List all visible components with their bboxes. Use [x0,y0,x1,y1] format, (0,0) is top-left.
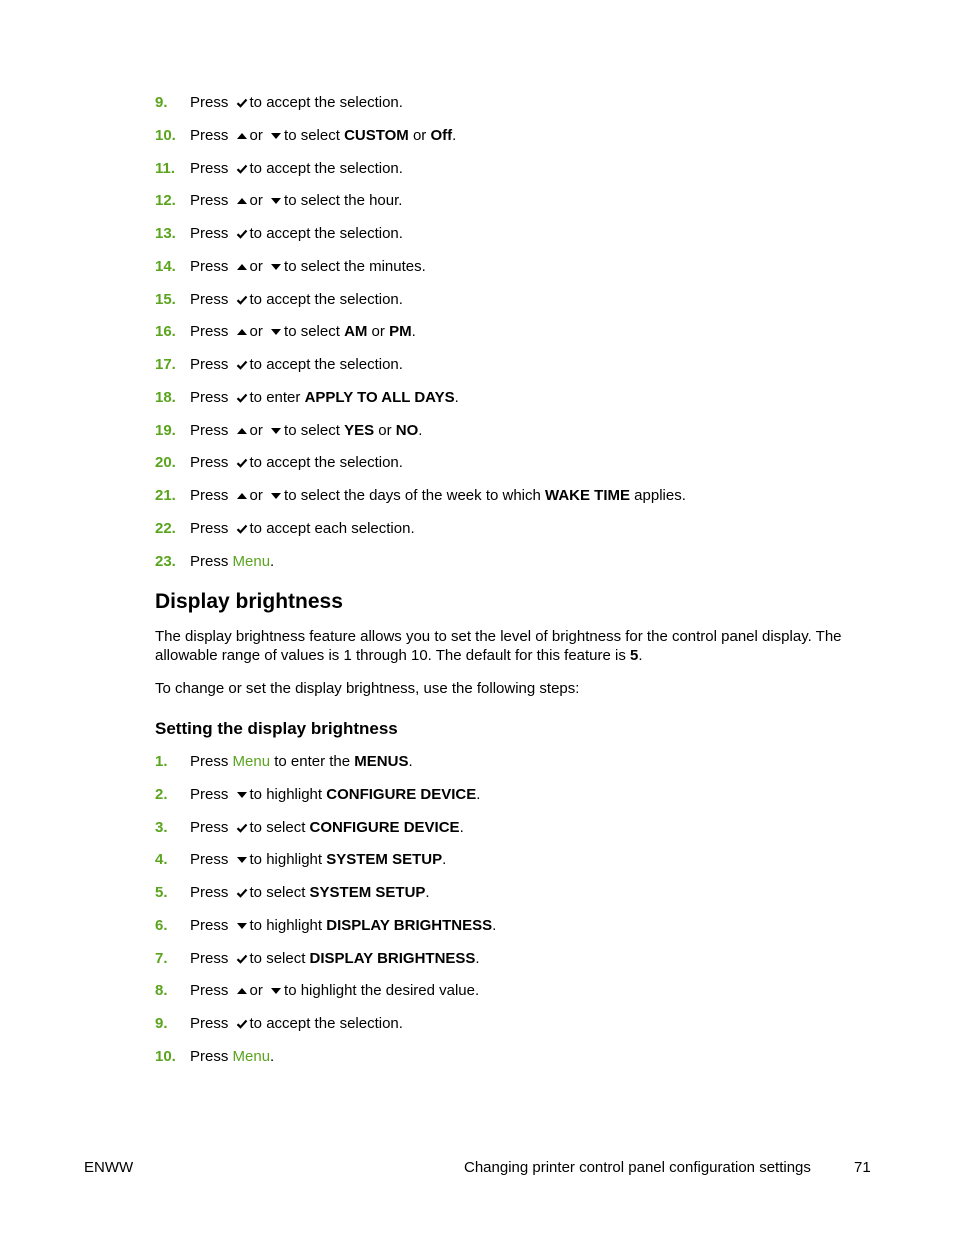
list-item [155,225,686,258]
step-text-part: to accept the selection. [249,454,403,472]
step-text [190,454,403,472]
step-text [190,520,415,538]
menu-item-name: PM [389,323,412,341]
menu-button-name: Menu [232,552,271,570]
step-text-part: to accept the selection. [249,356,403,373]
list-item [155,94,686,127]
step-text [190,323,416,341]
step-text-part: Press [190,257,233,275]
step-text-part: Press [190,225,233,242]
list-item [155,786,496,819]
checkmark-icon [236,360,248,370]
step-text-part: to enter [249,388,305,406]
intro-paragraph [155,627,875,665]
step-text [190,851,446,869]
step-text-part: or [249,421,268,439]
checkmark-icon [236,1019,248,1029]
step-number: 5. [155,884,168,901]
step-number: 16. [155,323,176,341]
step-text-part: Press [190,851,233,869]
checkmark-icon [236,954,248,964]
list-item [155,356,686,389]
intro-default-value: 5 [630,647,639,664]
checkmark-icon [236,458,248,468]
menu-item-name: MENUS [354,753,409,770]
list-item [155,819,496,852]
step-text-part: Press [190,454,233,472]
checkmark-icon [236,229,248,239]
step-text [190,94,403,112]
up-arrow-icon [236,491,248,501]
step-text-part: to highlight [249,851,327,869]
down-arrow-icon [270,327,282,337]
step-text-part: . [454,388,459,406]
step-text-part: Press [190,818,233,836]
step-number: 19. [155,421,176,439]
menu-item-name: NO [395,421,419,439]
step-text-part: applies. [630,487,686,504]
step-number: 20. [155,454,176,472]
list-item [155,487,686,520]
checkmark-icon [236,888,248,898]
down-arrow-icon [270,262,282,272]
step-text [190,982,479,1000]
step-text-part: Press [190,519,233,537]
step-text-part: Press [190,421,233,439]
step-text-part: Press [190,388,233,406]
step-text-part: to enter the [270,753,355,770]
step-text-part: Press [190,126,233,144]
step-text-part: Press [190,552,233,570]
step-text-part: or [408,126,431,144]
step-text-part: to select the minutes. [284,257,426,275]
step-text-part: to accept the selection. [249,94,403,111]
step-number: 4. [155,851,168,869]
list-item [155,851,496,884]
intro-text: The display brightness feature allows you to set the level of brightness for the control panel display. The allowable range of values is 1 through 10. The default for this feature is [155,628,842,664]
step-text-part: Press [190,323,233,341]
step-number: 13. [155,225,176,242]
step-text-part: or [367,323,390,341]
step-text [190,356,403,374]
step-text-part: to accept the selection. [249,159,403,177]
step-text [190,753,413,771]
up-arrow-icon [236,426,248,436]
down-arrow-icon [270,491,282,501]
menu-item-name: WAKE TIME [545,487,631,504]
step-text-part: . [270,1047,275,1065]
step-number: 15. [155,290,176,308]
step-text-part: . [408,753,413,770]
menu-item-name: DISPLAY BRIGHTNESS [309,949,476,967]
step-text-part: . [475,949,480,967]
list-item [155,1048,496,1081]
steps-intro: To change or set the display brightness, use the following steps: [155,680,580,697]
down-arrow-icon [236,855,248,865]
step-number: 2. [155,785,168,803]
step-number: 22. [155,519,176,537]
step-text-part: or [374,421,396,439]
down-arrow-icon [270,131,282,141]
menu-item-name: CONFIGURE DEVICE [309,818,460,836]
step-text-part: to highlight the desired value. [284,982,480,1000]
intro-text-end: . [638,647,643,664]
menu-item-name: Off [430,126,453,144]
step-text-part: to highlight [249,916,327,934]
menu-button-name: Menu [232,753,271,770]
menu-item-name: CUSTOM [344,126,409,144]
checkmark-icon [236,164,248,174]
step-text-part: to accept the selection. [249,225,403,242]
step-text-part: to accept the selection. [249,1015,403,1032]
step-text-part: to select the hour. [284,192,403,210]
step-text-part: or [249,323,268,341]
step-text-part: . [411,323,416,341]
step-text-part: to select [249,949,310,967]
menu-button-name: Menu [232,1047,271,1065]
checkmark-icon [236,98,248,108]
list-item [155,917,496,950]
step-text-part: Press [190,753,233,770]
page-number: 71 [854,1159,871,1176]
list-item [155,884,496,917]
step-number: 8. [155,982,168,1000]
step-text-part: . [425,884,430,901]
down-arrow-icon [236,790,248,800]
steps-list-brightness [155,753,496,1081]
step-text [190,1048,274,1066]
step-number: 3. [155,818,168,836]
up-arrow-icon [236,131,248,141]
step-text-part: Press [190,487,233,504]
list-item [155,422,686,455]
checkmark-icon [236,393,248,403]
step-number: 10. [155,1047,176,1065]
step-text-part: Press [190,884,233,901]
step-text [190,884,430,902]
up-arrow-icon [236,196,248,206]
list-item [155,291,686,324]
step-text [190,127,456,145]
step-text-part: . [492,916,497,934]
steps-list-wake-time [155,94,686,585]
step-text-part: . [418,421,423,439]
step-text [190,160,403,178]
list-item [155,258,686,291]
up-arrow-icon [236,986,248,996]
step-text-part: Press [190,1047,233,1065]
step-text-part: to accept the selection. [249,290,403,308]
step-text-part: to select the days of the week to which [284,487,546,504]
step-text-part: to select [284,126,345,144]
step-text-part: . [452,126,457,144]
step-text-part: to highlight [249,785,327,803]
step-number: 18. [155,388,176,406]
step-number: 9. [155,1015,168,1032]
step-number: 1. [155,753,168,770]
step-text-part: . [476,785,481,803]
down-arrow-icon [270,986,282,996]
step-text-part: Press [190,356,233,373]
checkmark-icon [236,295,248,305]
step-text-part: Press [190,192,233,210]
list-item [155,454,686,487]
step-text [190,917,496,935]
step-number: 11. [155,159,176,177]
step-text [190,258,426,276]
step-number: 12. [155,192,176,210]
step-text-part: Press [190,290,233,308]
step-number: 10. [155,126,176,144]
step-text [190,487,686,505]
step-number: 21. [155,487,176,504]
step-text-part: to accept each selection. [249,519,415,537]
menu-item-name: YES [344,421,375,439]
step-text-part: Press [190,159,233,177]
step-text-part: or [249,982,268,1000]
step-text [190,192,402,210]
list-item [155,982,496,1015]
down-arrow-icon [270,196,282,206]
down-arrow-icon [270,426,282,436]
step-text-part: . [442,851,447,869]
step-text-part: Press [190,916,233,934]
list-item [155,950,496,983]
footer-title: Changing printer control panel configuration settings [464,1159,811,1176]
menu-item-name: DISPLAY BRIGHTNESS [326,916,493,934]
step-number: 23. [155,552,176,570]
up-arrow-icon [236,262,248,272]
section-title: Display brightness [155,590,343,613]
step-text-part: to select [249,818,310,836]
step-text-part: or [249,487,268,504]
step-text [190,819,464,837]
down-arrow-icon [236,921,248,931]
menu-item-name: AM [344,323,368,341]
up-arrow-icon [236,327,248,337]
step-number: 14. [155,257,176,275]
step-text-part: Press [190,785,233,803]
step-text-part: . [270,552,275,570]
step-text [190,786,480,804]
list-item [155,323,686,356]
step-text [190,225,403,243]
step-number: 7. [155,949,168,967]
subsection-title: Setting the display brightness [155,719,398,738]
list-item [155,753,496,786]
step-text-part: to select [249,884,310,901]
menu-item-name: SYSTEM SETUP [326,851,443,869]
step-text [190,553,274,571]
step-text-part: Press [190,982,233,1000]
step-text [190,389,459,407]
step-text-part: to select [284,421,345,439]
step-number: 17. [155,356,176,373]
checkmark-icon [236,823,248,833]
step-text [190,291,403,309]
step-text [190,1015,403,1033]
step-text-part: Press [190,949,233,967]
list-item [155,520,686,553]
step-text [190,950,480,968]
step-text-part: or [249,126,268,144]
step-text-part: Press [190,94,233,111]
list-item [155,127,686,160]
list-item [155,389,686,422]
footer-left: ENWW [84,1159,134,1176]
menu-item-name: CONFIGURE DEVICE [326,785,477,803]
step-text-part: Press [190,1015,233,1032]
menu-item-name: SYSTEM SETUP [309,884,426,901]
step-number: 6. [155,916,168,934]
checkmark-icon [236,524,248,534]
list-item [155,160,686,193]
step-text-part: . [459,818,464,836]
list-item [155,553,686,586]
menu-item-name: APPLY TO ALL DAYS [304,388,455,406]
list-item [155,1015,496,1048]
step-text-part: to select [284,323,345,341]
step-number: 9. [155,94,168,111]
step-text-part: or [249,257,268,275]
step-text-part: or [249,192,268,210]
list-item [155,192,686,225]
step-text [190,422,422,440]
